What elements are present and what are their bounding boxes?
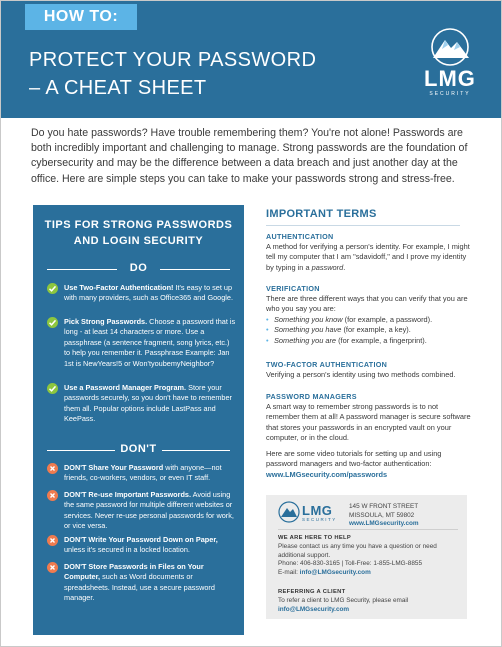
video-tutorials-link[interactable]: www.LMGsecurity.com/passwords: [266, 470, 388, 479]
x-icon: [47, 463, 58, 474]
term-definition-two-factor: Verifying a person's identity using two methods combined.: [266, 370, 456, 379]
verification-list: [266, 315, 472, 346]
list-item: [266, 336, 472, 346]
do-item-bold: Use Two-Factor Authentication!: [64, 283, 174, 292]
intro-paragraph: Do you hate passwords? Have trouble remembering them? You're not alone! Passwords are both incredibly important and challenging to manage. Strong passwords are the foundation of cybersecurity and may be the difference between a data breach and just another day at the office. Here are simple steps you can take to make your passwords strong and stress-free.: [31, 127, 468, 185]
dont-item-bold: DON'T Re-use Important Passwords.: [64, 490, 192, 499]
auth-text-end: .: [343, 262, 346, 272]
lmg-logo: [417, 28, 483, 106]
mountain-logo-icon: [278, 501, 300, 523]
bullet-emphasis: Something you are: [274, 335, 337, 345]
do-item-text: Choose a password that is long - at least 14 characters or more. Use a passphrase (a sentence fragment, song lyrics, etc.) to help you remember it. Passphrase Example: Jan 1st is NewYears!5 or Won'tyoubemyNeighbor?: [64, 317, 236, 368]
contact-box: [266, 495, 467, 619]
logo-wordmark: LMG: [424, 66, 476, 91]
do-item-bold: Use a Password Manager Program.: [64, 383, 187, 392]
terms-divider: [266, 225, 460, 226]
contact-logo-subtext: SECURITY: [302, 517, 337, 522]
tips-panel: [33, 205, 244, 635]
auth-text: A method for verifying a person's identity. For example, I might tell my computer that I am "sdavidoff," and I prove my identity by typing in a: [266, 242, 470, 272]
dont-item-text: Avoid using the same password for multiple different websites or services. Never re-use personal passwords for work, or vice versa.: [64, 490, 234, 531]
checkmark-icon: [47, 383, 58, 394]
address-line-2: MISSOULA, MT 59802: [349, 511, 415, 519]
do-label: DO: [129, 262, 148, 274]
list-item: [266, 315, 472, 325]
x-icon: [47, 490, 58, 501]
header-banner: [1, 1, 502, 118]
help-text-line: Please contact us any time you have a question or need additional support.: [278, 543, 437, 559]
x-icon: [47, 535, 58, 546]
bullet-emphasis: Something you know: [274, 315, 343, 324]
divider-right: [160, 269, 230, 270]
checkmark-icon: [47, 283, 58, 294]
page-title-line-1: PROTECT YOUR PASSWORD: [29, 49, 317, 71]
referral-email-link[interactable]: info@LMGsecurity.com: [278, 605, 350, 613]
x-icon: [47, 562, 58, 573]
email-link[interactable]: info@LMGsecurity.com: [299, 568, 371, 576]
contact-logo: [278, 501, 338, 525]
dont-label: DON'T: [120, 443, 157, 455]
contact-logo-wordmark: LMG: [302, 503, 333, 518]
address-website[interactable]: www.LMGsecurity.com: [349, 520, 419, 528]
dont-item-text: with anyone—not friends, co-workers, vendors, or even IT staff.: [64, 463, 222, 483]
bullet-text: (for example, a password).: [342, 315, 433, 324]
term-heading-password-managers: PASSWORD MANAGERS: [266, 392, 357, 401]
dont-item-text: such as Word documents or spreadsheets. Instead, use a secure password manager.: [64, 572, 215, 603]
term-heading-verification: VERIFICATION: [266, 284, 320, 293]
contact-divider: [278, 529, 458, 530]
do-item-bold: Pick Strong Passwords.: [64, 317, 148, 326]
help-text: [278, 543, 458, 577]
term-definition-authentication: [266, 242, 472, 273]
how-to-tag: HOW TO:: [25, 4, 137, 30]
bullet-emphasis: Something you have: [274, 325, 342, 335]
tips-title-line-1: TIPS FOR STRONG PASSWORDS: [44, 219, 233, 231]
logo-subtext: SECURITY: [429, 91, 471, 97]
dont-item-bold: DON'T Share Your Password: [64, 463, 164, 472]
help-phone: Phone: 406-830-3165 | Toll-Free: 1-855-LMG-8855: [278, 560, 422, 568]
auth-emphasis: password: [311, 262, 344, 272]
address-line-1: 145 W FRONT STREET: [349, 503, 419, 510]
tips-title-line-2: AND LOGIN SECURITY: [73, 235, 204, 247]
do-item-text: It's easy to set up with many providers, such as Office365 and Google.: [64, 283, 234, 303]
referral-line: To refer a client to LMG Security, please email: [278, 597, 409, 604]
video-tutorials-text: Here are some video tutorials for setting up and using password managers and two-factor authentication:: [266, 449, 442, 469]
term-heading-authentication: AUTHENTICATION: [266, 232, 334, 241]
list-item: [266, 325, 472, 335]
term-definition-verification: There are three different ways that you can verify that you are who you say you are:: [266, 294, 468, 314]
bullet-text: (for example, a key).: [341, 325, 411, 335]
contact-address: [349, 503, 419, 529]
dont-item-bold: DON'T Store Passwords in Files on Your Computer,: [64, 562, 204, 582]
term-definition-password-managers: A smart way to remember strong passwords is to not remember them at all! A password manager is secure software that stores your passwords in an encrypted vault on your computer, or in the cloud.: [266, 402, 471, 443]
tips-title: [33, 217, 244, 249]
mountain-logo-icon: [417, 28, 483, 68]
help-email: [278, 569, 458, 578]
terms-title: IMPORTANT TERMS: [266, 208, 377, 220]
referral-text: [278, 597, 458, 614]
help-heading: WE ARE HERE TO HELP: [278, 535, 352, 541]
dont-section-header: [33, 443, 244, 457]
do-item-text: Store your passwords securely, so you don't have to remember them all. Popular options include LastPass and KeePass.: [64, 383, 232, 424]
page-title-line-2: – A CHEAT SHEET: [29, 77, 207, 99]
checkmark-icon: [47, 317, 58, 328]
email-label: E-mail:: [278, 568, 300, 576]
term-heading-two-factor: TWO-FACTOR AUTHENTICATION: [266, 360, 388, 369]
page-title: [29, 46, 359, 102]
dont-item-bold: DON'T Write Your Password Down on Paper,: [64, 535, 218, 544]
divider-right: [162, 450, 230, 451]
dont-item-text: unless it's secured in a locked location.: [64, 545, 190, 555]
do-section-header: [33, 262, 244, 276]
bullet-text: (for example, a fingerprint).: [336, 335, 427, 345]
referral-heading: REFERRING A CLIENT: [278, 589, 346, 595]
